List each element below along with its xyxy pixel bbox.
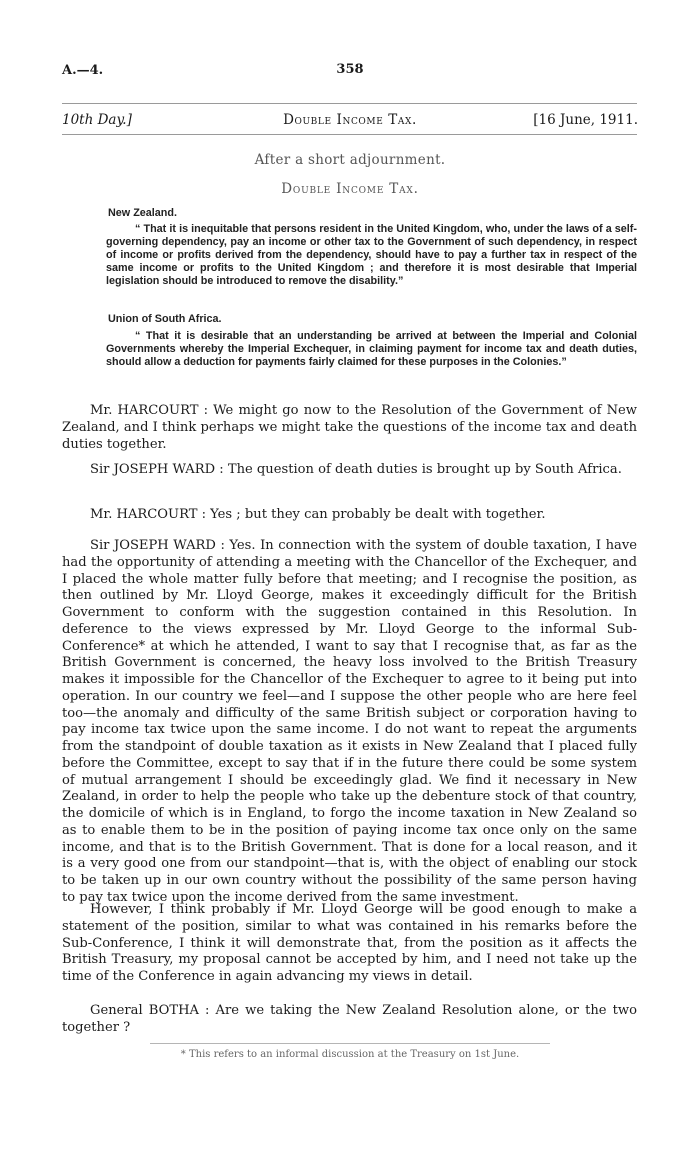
parliamentary-paper-ref: A.—4. [62, 63, 104, 78]
paragraph-text: Mr. HARCOURT : We might go now to the Resolution of the Government of New Zealand, and I think perhaps we might take the questions of the income tax and death duties together. [62, 403, 637, 452]
paragraph-text: General BOTHA : Are we taking the New Zealand Resolution alone, or the two together ? [62, 1003, 637, 1035]
speech-paragraph [62, 538, 637, 907]
speech-paragraph [62, 403, 637, 453]
resolution-text-south-africa: “ That it is desirable that an understanding be arrived at between the Imperial and Colonial Governments whereby the Imperial Exchequer, in claiming payment for income tax and death duties, should allow a deduction for payments fairly claimed for these purposes in the Colonies.” [106, 330, 637, 368]
adjournment-note: After a short adjournment. [254, 152, 446, 168]
resolution-text-new-zealand: “ That it is inequitable that persons resident in the United Kingdom, who, under the laws of a self-governing dependency, pay an income or other tax to the Government of such dependency, in respect of income or profits derived from the dependency, should have to pay a further tax in respect of the same income or profits to the United Kingdom ; and therefore it is most desirable that Imperial legislation should be introduced to remove the disability.” [106, 223, 637, 287]
speech-paragraph [62, 902, 637, 986]
day-label: 10th Day.] [62, 112, 132, 128]
running-section-title: Double Income Tax. [283, 112, 417, 128]
footnote: * This refers to an informal discussion at the Treasury on 1st June. [180, 1049, 520, 1060]
resolution-name-new-zealand: New Zealand. [108, 207, 177, 219]
resolution-name-south-africa: Union of South Africa. [108, 313, 222, 325]
paragraph-text: Sir JOSEPH WARD : The question of death duties is brought up by South Africa. [90, 462, 622, 477]
page-number: 358 [336, 62, 364, 77]
paragraph-text: However, I think probably if Mr. Lloyd George will be good enough to make a statement of the position, similar to what was contained in his remarks before the Sub-Conference, I think it will demonstrate that, from the position as it affects the British Treasury, my proposal cannot be accepted by him, and I need not take up the time of the Conference in again advancing my views in detail. [62, 902, 637, 984]
header-bottom-rule [62, 134, 637, 135]
speech-paragraph [62, 507, 637, 524]
paragraph-text: Mr. HARCOURT : Yes ; but they can probably be dealt with together. [90, 507, 546, 522]
header-top-rule [62, 103, 637, 104]
footnote-rule [150, 1043, 550, 1044]
speech-paragraph [62, 462, 637, 479]
paragraph-text: Sir JOSEPH WARD : Yes. In connection with the system of double taxation, I have had the opportunity of attending a meeting with the Chancellor of the Exchequer, and I placed the whole matter fully before that meeting; and I recognise the position, as then outlined by Mr. Lloyd George, makes it exceedingly difficult for the British Government to conform with the suggestion contained in this Resolution. In deference to the views expressed by Mr. Lloyd George to the informal Sub-Conference* at which he attended, I want to say that I recognise that, as far as the British Government is concerned, the heavy loss involved to the British Treasury makes it impossible for the Chancellor of the Exchequer to agree to it being put into operation. In our country we feel—and I suppose the other people who are here feel too—the anomaly and difficulty of the same British subject or corporation having to pay income tax twice upon the same income. I do not want to repeat the arguments from the standpoint of double taxation as it exists in New Zealand that I placed fully before the Committee, except to say that if in the future there could be some system of mutual arrangement I should be exceedingly glad. We find it necessary in New Zealand, in order to help the people who take up the debenture stock of that country, the domicile of which is in England, to forgo the income taxation in New Zealand so as to enable them to be in the position of paying income tax once only on the same income, and that is to the British Government. That is done for a local reason, and it is a very good one from our standpoint—that is, with the object of enabling our stock to be taken up in our own country without the possibility of the same person having to pay tax twice upon the income derived from the same investment. [62, 538, 637, 905]
section-heading: Double Income Tax. [281, 181, 419, 197]
speech-paragraph [62, 1003, 637, 1037]
session-date: [16 June, 1911. [533, 112, 638, 128]
